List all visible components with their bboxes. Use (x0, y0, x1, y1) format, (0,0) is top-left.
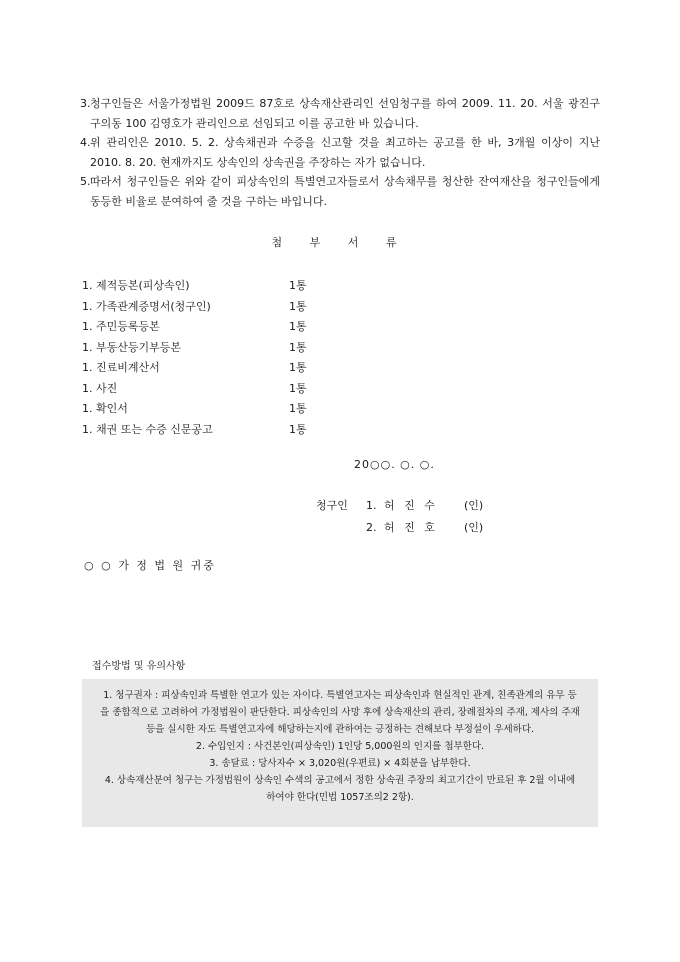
claim-reasons (80, 94, 600, 211)
item-name: 확인서 (96, 402, 128, 415)
notes-title: 접수방법 및 유의사항 (92, 661, 186, 672)
item-number: 1. (82, 340, 93, 354)
paragraph-text: 청구인들은 서울가정법원 2009드 87호로 상속재산관리인 선임청구를 하여 2009. 11. 20. 서울 광진구 구의동 100 김영호가 관리인으로 선임되고 이를 공고한 바 있습니다. (90, 97, 600, 130)
item-name: 가족관계증명서(청구인) (96, 299, 211, 313)
item-number: 1. (82, 361, 93, 374)
attachment-item (82, 317, 329, 338)
note-item: 2. 수입인지 : 사건본인(피상속인) 1인당 5,000원의 인지를 첩부한다. (195, 741, 485, 752)
item-quantity: 1통 (289, 320, 307, 333)
item-name: 제적등본(피상속인) (96, 279, 190, 292)
claimant-index: 2. (366, 521, 377, 534)
attachment-item (82, 379, 329, 400)
notes-box (82, 679, 598, 827)
attachment-item (82, 276, 329, 297)
item-number: 1. (82, 299, 93, 313)
paragraph-number: 5. (80, 175, 91, 188)
claim-paragraph-3 (80, 94, 600, 133)
claimant-row (316, 517, 483, 539)
attachments-list (82, 276, 329, 440)
note-item: 1. 청구권자 : 피상속인과 특별한 연고가 있는 자이다. 특별연고자는 피상속인과 현실적인 관계, 친족관계의 유무 등을 종합적으로 고려하여 가정법원이 판단한다. 피상속인의 사망 후에 상속재산의 관리, 장례절차의 주재, 제사의 주재 등을 실시한 자도 특별연고자에 해당하는지에 관하여는 긍정하는 견해보다 부정설이 우세하다. (100, 690, 580, 735)
item-quantity: 1통 (289, 402, 307, 415)
claimant-index: 1. (366, 499, 377, 512)
item-number: 1. (82, 402, 93, 415)
note-item: 3. 송달료 : 당사자수 × 3,020원(우편료) × 4회분을 납부한다. (209, 758, 471, 769)
paragraph-number: 4. (80, 136, 91, 149)
attachment-item (82, 420, 329, 441)
item-number: 1. (82, 279, 93, 292)
claim-paragraph-5 (80, 172, 600, 211)
item-number: 1. (82, 381, 93, 395)
item-quantity: 1통 (289, 299, 307, 313)
item-number: 1. (82, 320, 93, 333)
item-name: 주민등록등본 (96, 320, 160, 333)
claimant-name: 허 진 수 (384, 499, 438, 512)
attachments-title: 첨 부 서 류 (271, 236, 409, 249)
paragraph-text: 따라서 청구인들은 위와 같이 피상속인의 특별연고자들로서 상속채무를 청산한 잔여재산을 청구인들에게 동등한 비율로 분여하여 줄 것을 구하는 바입니다. (90, 175, 600, 208)
item-quantity: 1통 (289, 381, 307, 395)
claimant-row (316, 495, 483, 517)
note-item: 4. 상속재산분여 청구는 가정법원이 상속인 수색의 공고에서 정한 상속권 주장의 최고기간이 만료된 후 2월 이내에 하여야 한다(민법 1057조의2 2항). (104, 775, 576, 803)
item-number: 1. (82, 422, 93, 436)
claimant-signatures (316, 495, 483, 539)
seal-mark: (인) (464, 521, 484, 534)
court-addressee: ○ ○ 가 정 법 원 귀중 (84, 559, 216, 572)
claim-paragraph-4 (80, 133, 600, 172)
item-name: 부동산등기부등본 (96, 340, 182, 354)
item-name: 채권 또는 수증 신문공고 (96, 422, 213, 436)
attachment-item (82, 399, 329, 420)
seal-mark: (인) (464, 499, 484, 512)
claimant-name: 허 진 호 (384, 521, 438, 534)
paragraph-text: 위 관리인은 2010. 5. 2. 상속채권과 수증을 신고할 것을 최고하는 공고를 한 바, 3개월 이상이 지난 2010. 8. 20. 현재까지도 상속인의 상속권을 주장하는 자가 없습니다. (90, 136, 600, 169)
item-quantity: 1통 (289, 422, 307, 436)
item-name: 진료비계산서 (96, 361, 160, 374)
item-name: 사진 (96, 381, 118, 395)
document-date: 20○○. ○. ○. (354, 458, 435, 471)
paragraph-number: 3. (80, 97, 91, 110)
claimant-label: 청구인 (316, 499, 348, 512)
item-quantity: 1통 (289, 279, 307, 292)
attachment-item (82, 297, 329, 318)
claimant-label-spacer (316, 517, 366, 539)
attachment-item (82, 358, 329, 379)
item-quantity: 1통 (289, 340, 307, 354)
attachment-item (82, 338, 329, 359)
item-quantity: 1통 (289, 361, 307, 374)
